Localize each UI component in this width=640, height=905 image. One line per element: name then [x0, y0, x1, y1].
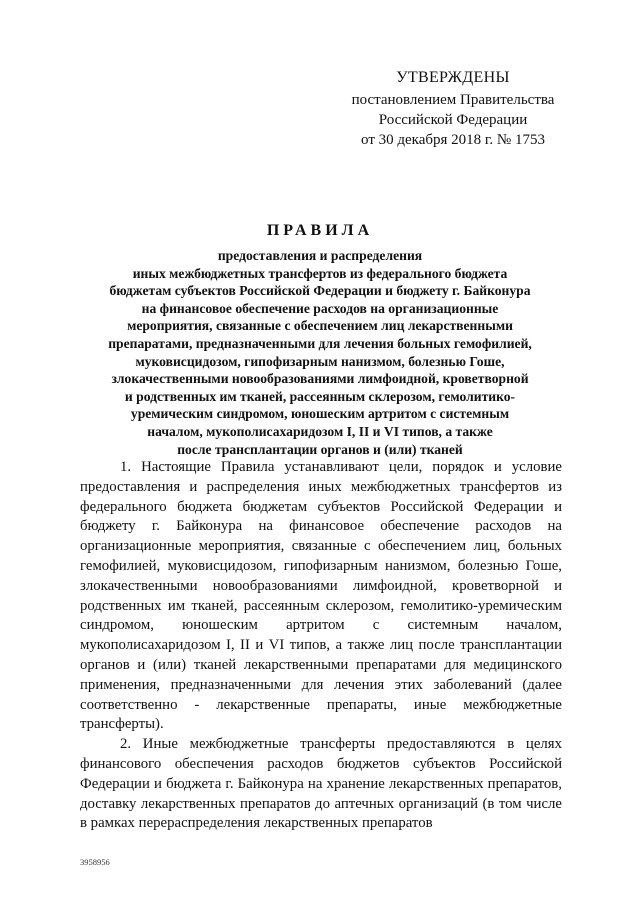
- subtitle-line: и родственных им тканей, рассеянным склерозом, гемолитико-: [124, 388, 516, 404]
- paragraph-1: 1. Настоящие Правила устанавливают цели, порядок и условие предоставления и распределения иных межбюджетных трансфертов из федерального бюджета бюджетам субъектов Российской Федерации и бюджету г. Байконура на финансовое обеспечение расходов на организационные мероприятия, связанные с обеспечением лиц, больных гемофилией, муковисцидозом, гипофизарным нанизмом, болезнью Гоше, злокачественными новообразованиями лимфоидной, кроветворной и родственных им тканей, рассеянным склерозом, гемолитико-уремическим синдромом, юношеским артритом с системным началом, мукополисахаридозом I, II и VI типов, а также лиц после трансплантации органов и (или) тканей лекарственными препаратами для медицинского применения, предназначенными для лечения этих заболеваний (далее соответственно - лекарственные препараты, иные межбюджетные трансферты).: [80, 459, 562, 733]
- subtitle-line: началом, мукополисахаридозом I, II и VI типов, а также: [147, 423, 493, 439]
- subtitle-line: мероприятия, связанные с обеспечением лиц лекарственными: [127, 318, 513, 334]
- subtitle-line: бюджетам субъектов Российской Федерации и бюджету г. Байконура: [109, 283, 531, 299]
- subtitle-line: предоставления и распределения: [217, 248, 423, 263]
- subtitle-line: злокачественными новообразованиями лимфоидной, кроветворной: [111, 371, 529, 387]
- document-body: [80, 458, 562, 834]
- subtitle-line: уремическим синдромом, юношеским артритом с системным: [130, 406, 510, 422]
- subtitle-line: иных межбюджетных трансфертов из федерального бюджета: [132, 265, 508, 281]
- paragraph-2: 2. Иные межбюджетные трансферты предоставляются в целях финансового обеспечения расходов бюджетов субъектов Российской Федерации и бюджета г. Байконура на хранение лекарственных препаратов, доставку лекарственных препаратов до аптечных организаций (в том числе в рамках перераспределения лекарственных препаратов: [80, 736, 562, 832]
- subtitle-line: на финансовое обеспечение расходов на организационные: [141, 300, 499, 316]
- subtitle-line: препаратами, предназначенными для лечения больных гемофилией,: [108, 335, 532, 351]
- document-number: 3958956: [80, 857, 110, 867]
- approval-line-2: Российской Федерации: [378, 112, 528, 128]
- document-subtitle: [80, 247, 560, 458]
- approval-block: [340, 68, 566, 150]
- document-title: ПРАВИЛА: [266, 222, 374, 239]
- subtitle-line: муковисцидозом, гипофизарным нанизмом, болезнью Гоше,: [135, 353, 505, 369]
- approval-date-line: от 30 декабря 2018 г. № 1753: [361, 132, 545, 148]
- subtitle-line: после трансплантации органов и (или) тканей: [177, 441, 463, 457]
- approval-heading: УТВЕРЖДЕНЫ: [396, 69, 510, 86]
- approval-line-1: постановлением Правительства: [351, 92, 555, 108]
